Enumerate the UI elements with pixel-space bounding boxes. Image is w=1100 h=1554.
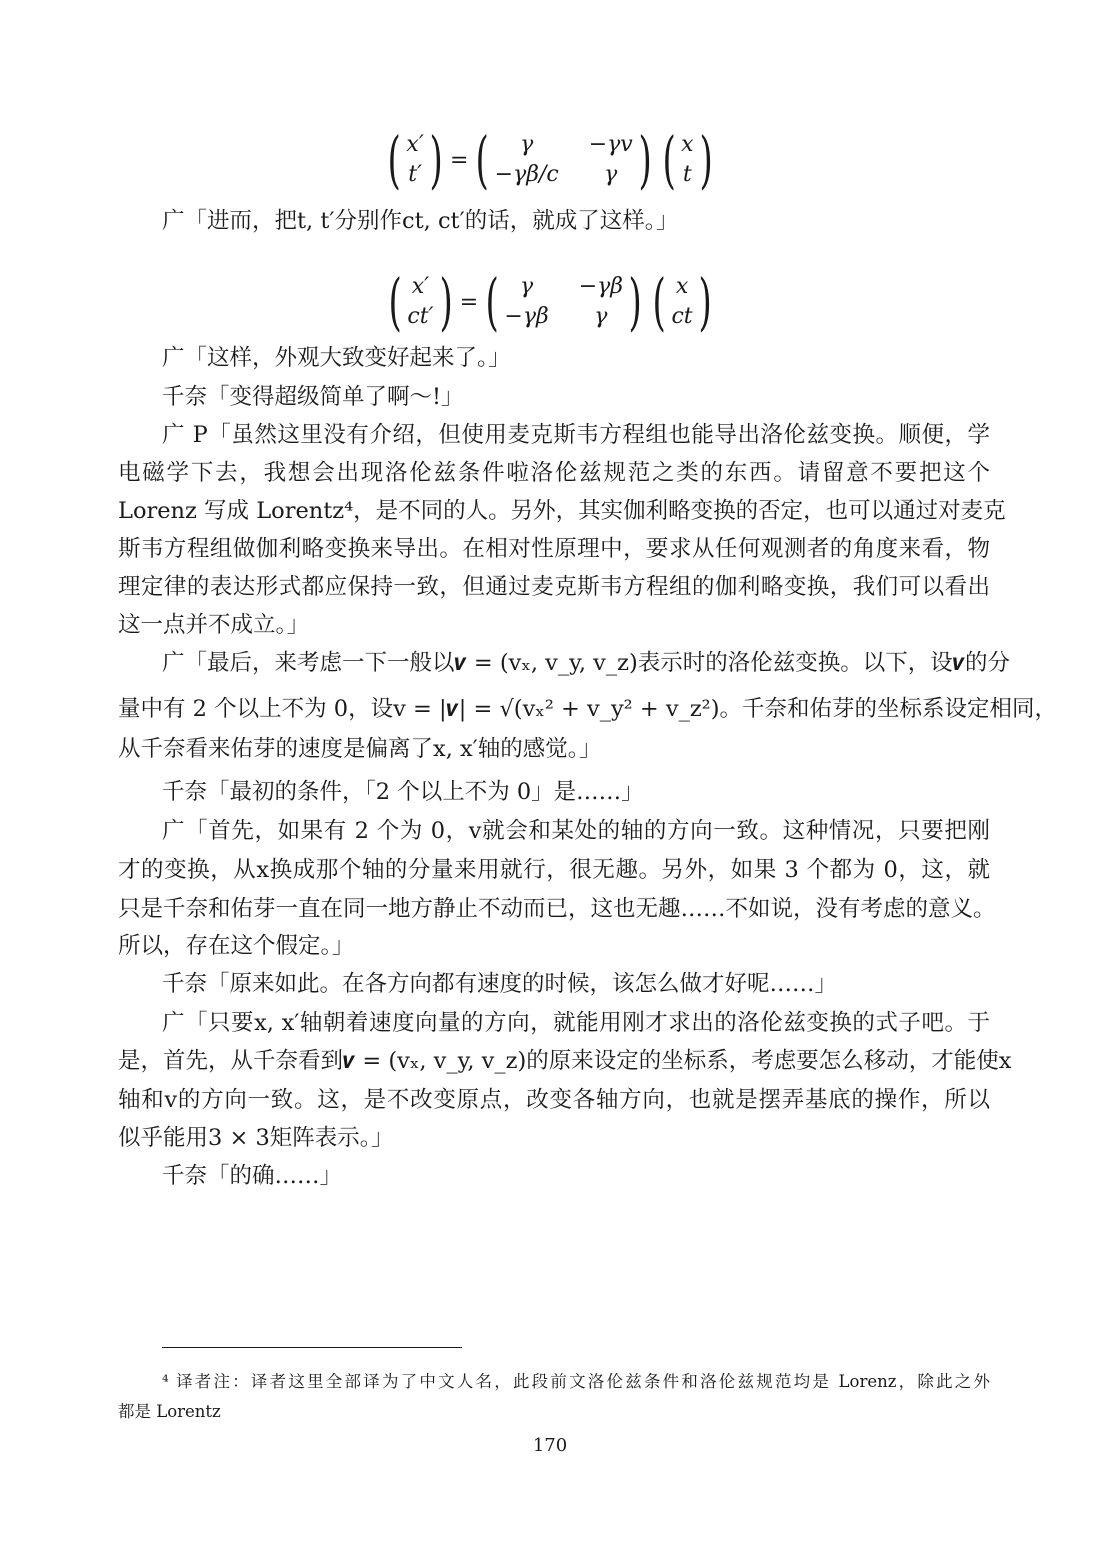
equals-sign: = [450, 147, 469, 173]
text-line: 是，首先，从千奈看到𝒗 = (vₓ, v_y, v_z)的原来设定的坐标系，考虑要怎么移动，才能使x [118, 1048, 1012, 1074]
rhs-vector: ( x t ) [662, 123, 713, 196]
lhs-cell: t′ [408, 162, 423, 187]
text-line: 广 P「虽然这里没有介绍，但使用麦克斯韦方程组也能导出洛伦兹变换。顺便，学 [162, 422, 990, 448]
matrix-cell: −γβ [504, 304, 549, 329]
text-line: 千奈「原来如此。在各方向都有速度的时候，该怎么做才好呢……」 [162, 971, 838, 997]
lhs-vector: ( x′ ct′ ) [388, 265, 453, 338]
text-line: 轴和v的方向一致。这，是不改变原点，改变各轴方向，也就是摆弄基底的操作，所以 [118, 1087, 990, 1113]
text-line: 才的变换，从x换成那个轴的分量来用就行，很无趣。另外，如果 3 个都为 0，这，就 [118, 857, 990, 883]
lhs-cell: ct′ [407, 304, 434, 329]
transform-matrix: ( γ −γβ −γβ γ ) [485, 265, 642, 338]
footnote-text: ⁴ 译者注：译者这里全部译为了中文人名，此段前文洛伦兹条件和洛伦兹规范均是 Lorenz，除此之外 [162, 1372, 990, 1391]
text-line: 广「这样，外观大致变好起来了。」 [162, 345, 511, 371]
text-line: 理定律的表达形式都应保持一致，但通过麦克斯韦方程组的伽利略变换，我们可以看出 [118, 574, 990, 600]
matrix-cell: −γβ/c [494, 162, 559, 187]
text-line: 所以，存在这个假定。」 [118, 933, 355, 959]
matrix-cell: γ [519, 274, 534, 299]
text-line: 只是千奈和佑芽一直在同一地方静止不动而已，这也无趣……不如说，没有考虑的意义。 [118, 896, 996, 922]
transform-matrix: ( γ −γv −γβ/c γ ) [475, 123, 652, 196]
rhs-cell: x [675, 274, 689, 299]
equals-sign: = [459, 289, 479, 315]
lhs-cell: x′ [411, 274, 430, 299]
text-line: 斯韦方程组做伽利略变换来导出。在相对性原理中，要求从任何观测者的角度来看，物 [118, 536, 990, 562]
footnote-rule [162, 1347, 462, 1348]
text-line: 这一点并不成立。」 [118, 612, 310, 638]
rhs-cell: ct [671, 304, 693, 329]
rhs-cell: t [682, 162, 692, 187]
text-line: 千奈「的确……」 [162, 1163, 343, 1189]
text-line: 从千奈看来佑芽的速度是偏离了x, x′轴的感觉。」 [118, 736, 602, 762]
rhs-cell: x [681, 132, 694, 157]
text-line: 广「最后，来考虑一下一般以𝒗 = (vₓ, v_y, v_z)表示时的洛伦兹变换。以下，设𝒗的分 [162, 650, 1010, 676]
text-line: 广「只要x, x′轴朝着速度向量的方向，就能用刚才求出的洛伦兹变换的式子吧。于 [162, 1010, 990, 1036]
text-line: 千奈「变得超级简单了啊～!」 [162, 384, 464, 410]
equation-lorentz-xct [300, 262, 800, 342]
lhs-cell: x′ [406, 132, 424, 157]
text-line: 电磁学下去，我想会出现洛伦兹条件啦洛伦兹规范之类的东西。请留意不要把这个 [118, 460, 990, 486]
matrix-cell: γ [604, 162, 618, 187]
matrix-cell: γ [594, 304, 608, 329]
text-line: Lorenz 写成 Lorentz⁴，是不同的人。另外，其实伽利略变换的否定，也可以通过对麦克 [118, 498, 1006, 524]
matrix-cell: −γβ [578, 274, 624, 299]
footnote-text: 都是 Lorentz [118, 1402, 221, 1421]
rhs-vector: ( x ct ) [652, 265, 712, 338]
lhs-vector: ( x′ t′ ) [387, 123, 443, 196]
page-number: 170 [532, 1435, 568, 1456]
text-line: 广「进而，把t, t′分别作ct, ct′的话，就成了这样。」 [162, 208, 679, 234]
matrix-cell: γ [520, 132, 534, 157]
text-line: 千奈「最初的条件，「2 个以上不为 0」是……」 [162, 779, 644, 805]
text-line: 量中有 2 个以上不为 0，设v = |𝒗| = √(vₓ² + v_y² + v_z²)。千奈和佑芽的坐标系设定相同， [118, 696, 1057, 722]
equation-lorentz-xt [300, 120, 800, 200]
text-line: 似乎能用3 × 3矩阵表示。」 [118, 1125, 394, 1151]
matrix-cell: −γv [588, 132, 633, 157]
text-line: 广「首先，如果有 2 个为 0，v就会和某处的轴的方向一致。这种情况，只要把刚 [162, 818, 990, 844]
